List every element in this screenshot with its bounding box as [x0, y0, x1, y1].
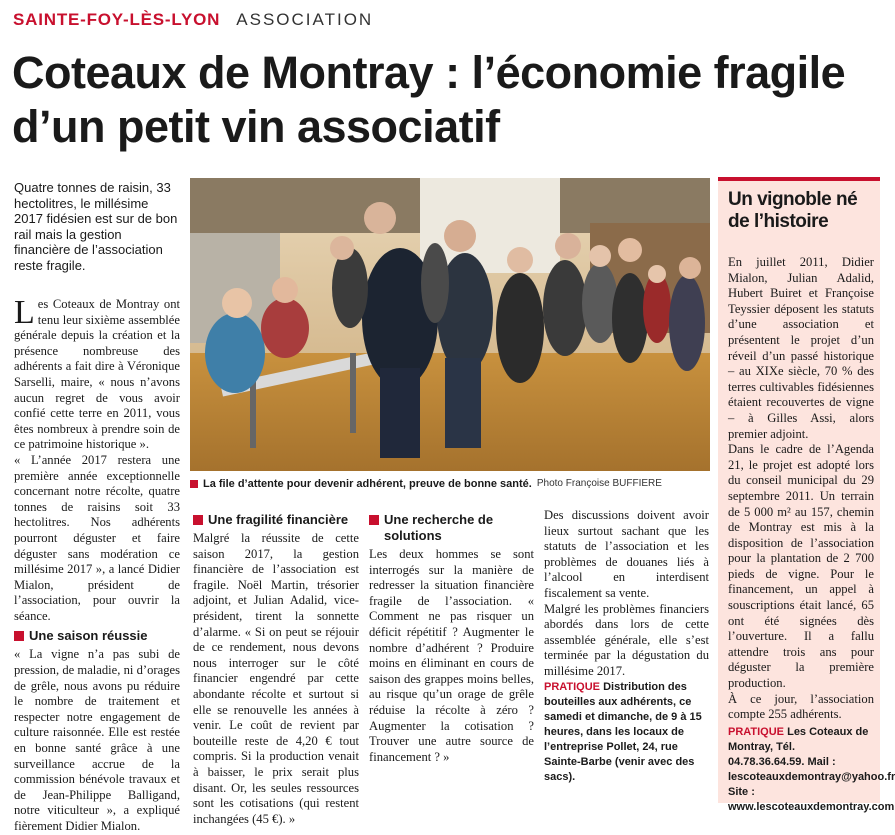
pratique-label: PRATIQUE [544, 680, 601, 693]
subheading-recherche: Une recherche de solutions [369, 512, 534, 544]
sidebar-practical-info: PRATIQUE Les Coteaux de Montray, Tél. 04.78.36.64.59. Mail : lescoteauxdemontray@yahoo.fr Site : www.lescoteauxdemontray.com [728, 725, 895, 813]
article-column-4 [544, 508, 709, 785]
sidebar-accent-bar [718, 177, 880, 181]
article-paragraph-6: Des discussions doivent avoir lieux surtout sachant que les statuts de l’association et les problèmes de douanes liés à l’alcool en interdisent fiscalement sa vente. [544, 508, 709, 600]
article-paragraph-2: « L’année 2017 restera une première année exceptionnelle concernant notre récolte, quatre tonnes de raisins soit 33 hectolitres. Nos adhérents pourront déguster et faire déguster sans modération ce millésime 2017 », a lancé Didier Mialon, président de l’association, pour ouvrir la séance. [14, 452, 180, 623]
assembly-photo-illustration [190, 178, 710, 471]
red-square-bullet [193, 515, 203, 525]
headline: Coteaux de Montray : l’économie fragile d’un petit vin associatif [12, 47, 846, 152]
drop-cap: L [14, 294, 35, 331]
subheading-saison: Une saison réussie [14, 628, 180, 644]
article-paragraph-4: Malgré la réussite de cette saison 2017, la gestion financière de l’association est fragile. Noël Martin, trésorier adjoint, et Julian Adalid, vice-président, tirent la sonnette d’alarme. « Si on peut se réjouir de ce rendement, nous devons nous interroger sur le côté financier engendré par cette abondante récolte et surtout si elle se renouvelle les années à venir. Le coût de revient par bouteille reste de 4,20 € tout compris. Si la production venait à baisser, le prix serait plus disant. Or, les seules ressources sont les cotisations (qui restent inchangées (45 €). » [193, 531, 359, 826]
article-paragraph-3: « La vigne n’a pas subi de pression, de maladie, ni d’orages de grêle, nous avons pu réduire le nombre de traitement et respecter notre engagement de culture raisonnée. Elle est restée en bonne santé grâce à une surveillance accrue de la commission bénévole travaux et de Jean-Philippe Balligand, notre viticulteur », a expliqué fièrement Didier Mialon. [14, 647, 180, 833]
article-column-2 [193, 508, 359, 827]
article-paragraph-1: Les Coteaux de Montray ont tenu leur sixième assemblée générale depuis la création et la présence nombreuse des adhérents a fait dire à Véronique Sarselli, maire, « nous n’avons aucun regret de vous avoir confié cette terre en 2011, vous êtes nombreux à prendre soin de ce patrimoine historique ». [14, 294, 180, 452]
photo-credit: Photo Françoise BUFFIERE [536, 478, 662, 489]
article-paragraph-5: Les deux hommes se sont interrogés sur la manière de redresser la situation financière fragile de l’association. « Comment ne pas risquer un déficit répétitif ? Augmenter le nombre d’adhérent ? Produire moins en éliminant en cours de saison des grappes moins belles, au risque qu’un orage de grêle réduise la récolte à zéro ? Augmenter la cotisation ? Trouver une autre source de financement ? » [369, 547, 534, 764]
sidebar-body [728, 255, 895, 815]
sidebar-title: Un vignoble né de l’histoire [728, 189, 858, 232]
sidebar-paragraph-1: En juillet 2011, Didier Mialon, Julian Adalid, Hubert Buiret et Françoise Teyssier déposent les statuts d’une association et présentent le projet d’un réveil d’un passé historique – au XIXe siècle, 70 % des terres cultivables fidésiennes étaient recouvertes de vigne – à Gilles Assi, alors premier adjoint. [728, 255, 874, 441]
photo-caption [190, 477, 710, 491]
sidebar-box [718, 177, 895, 813]
article-column-1 [14, 294, 180, 835]
kicker-rubric: ASSOCIATION [236, 10, 374, 29]
red-square-bullet [190, 480, 198, 488]
caption-text: La file d’attente pour devenir adhérent, preuve de bonne santé. [203, 478, 532, 490]
kicker-city: SAINTE-FOY-LÈS-LYON [13, 10, 221, 29]
red-square-bullet [14, 631, 24, 641]
kicker [13, 10, 373, 32]
article-column-3 [369, 508, 534, 765]
subheading-fragilite: Une fragilité financière [193, 512, 359, 528]
pratique-label: PRATIQUE [728, 725, 785, 738]
chapo: Quatre tonnes de raisin, 33 hectolitres, le millésime 2017 fidésien est sur de bon rail mais la gestion financière de l’association reste fragile. [14, 180, 178, 273]
sidebar-paragraph-2: Dans le cadre de l’Agenda 21, le projet est adopté lors du conseil municipal du 29 septembre 2011. Un terrain de 5 000 m² au 157, chemin de Montray est mis à la disposition de l’association pour la plantation de 2 700 pieds de vigne. Pour le financement, un appel à souscriptions était lancé, 65 ont été signées dès l’ouverture. Il a fallu attendre trois ans pour déguster la première production. [728, 442, 874, 691]
sidebar-paragraph-3: À ce jour, l’association compte 255 adhérents. [728, 691, 874, 722]
practical-info: PRATIQUE Distribution des bouteilles aux adhérents, ce samedi et dimanche, de 9 à 15 heures, dans les locaux de l’entreprise Pollet, 24, rue Sainte-Barbe (venir avec des sacs). [544, 680, 702, 783]
news-photo [190, 178, 710, 471]
red-square-bullet [369, 515, 379, 525]
article-paragraph-7: Malgré les problèmes financiers abordés dans lors de cette assemblée générale, elle s’est terminée par la dégustation du millésime 2017. [544, 601, 709, 678]
